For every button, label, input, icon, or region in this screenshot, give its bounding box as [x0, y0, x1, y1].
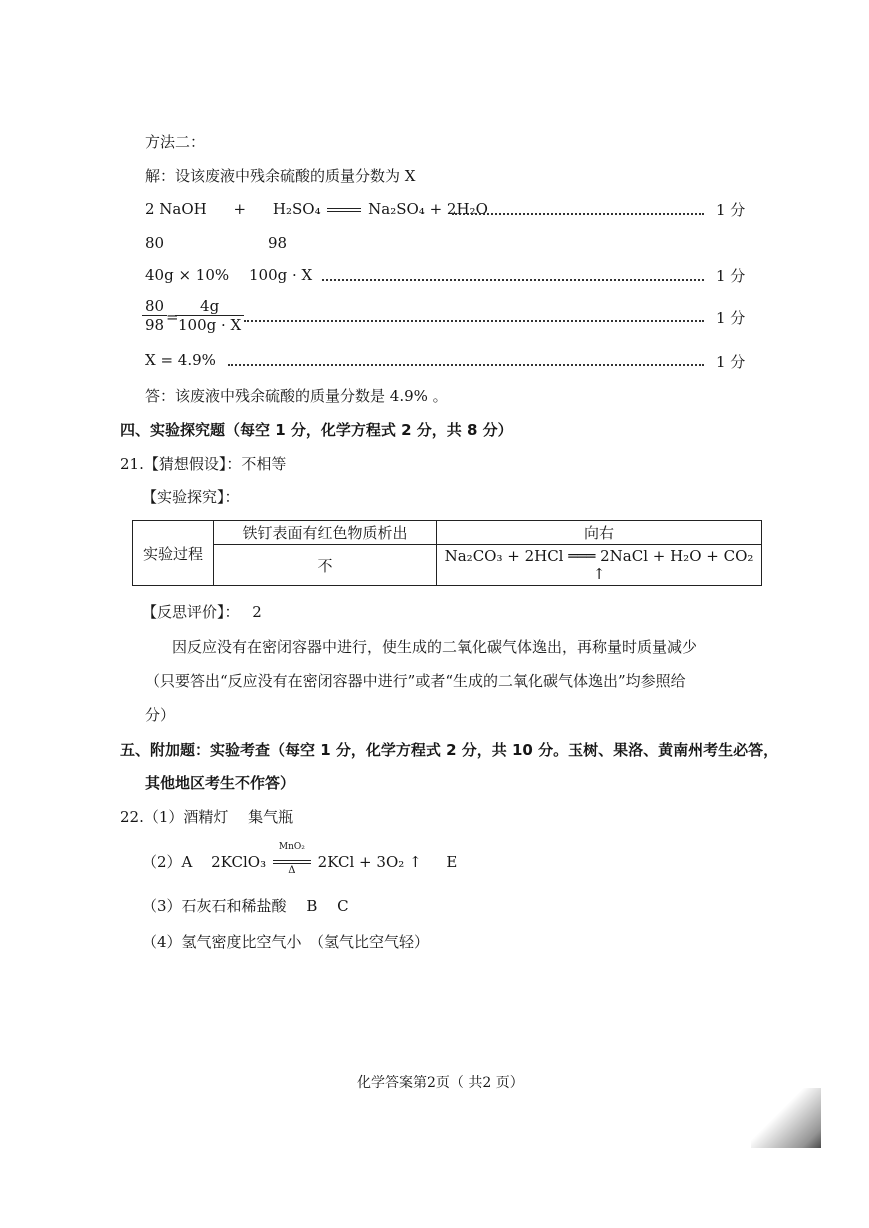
equation-line	[145, 200, 488, 218]
fraction-left-numerator: 80	[142, 298, 167, 316]
q22-part2-prefix: （2）A	[142, 853, 193, 871]
equation-products: Na₂SO₄ + 2H₂O	[368, 200, 488, 218]
page-footer: 化学答案第2页（ 共2 页）	[357, 1075, 524, 1091]
fraction-left-denominator: 98	[145, 316, 165, 335]
reaction-condition	[271, 842, 313, 876]
fraction-right-denominator: 100g · X	[178, 316, 242, 335]
reflect-line	[142, 603, 262, 621]
table-cell: Na₂CO₃ + 2HCl ═══ 2NaCl + H₂O + CO₂ ↑	[437, 545, 762, 586]
section5-heading-cont: 其他地区考生不作答）	[145, 774, 296, 792]
q22-part2-reactant: 2KClO₃	[211, 853, 267, 871]
section5-heading: 五、附加题：实验考查（每空 1 分，化学方程式 2 分，共 10 分。玉树、果洛、黄南州考生必答，	[120, 741, 779, 759]
experiment-table	[132, 520, 762, 586]
q22-part2	[142, 842, 458, 876]
catalyst-label: MnO₂	[278, 842, 305, 852]
reflect-explanation: 因反应没有在密闭容器中进行，使生成的二氧化碳气体逸出，再称量时质量减少	[172, 638, 698, 656]
score-label: 1 分	[716, 353, 746, 371]
table-cell: 不	[214, 545, 437, 586]
molar-mass-h2so4: 98	[268, 234, 288, 252]
quantity-h2so4: 100g · X	[249, 266, 313, 284]
reflect-note-end: 分）	[145, 706, 176, 724]
equals-double-line	[327, 208, 361, 212]
result-x: X = 4.9%	[145, 351, 216, 369]
reflect-value: 2	[252, 603, 262, 621]
heat-symbol: Δ	[288, 865, 296, 876]
section4-heading: 四、实验探究题（每空 1 分，化学方程式 2 分，共 8 分）	[120, 421, 513, 439]
score-label: 1 分	[716, 201, 746, 219]
q22-part2-products: 2KCl + 3O₂ ↑	[317, 853, 422, 871]
leader-dots	[322, 279, 704, 281]
solve-statement: 解：设该废液中残余硫酸的质量分数为 X	[145, 167, 416, 185]
q21-hypothesis: 21.【猜想假设】：不相等	[120, 455, 287, 473]
leader-dots	[228, 364, 704, 366]
reactant-h2so4: H₂SO₄	[272, 200, 321, 218]
fraction-right-numerator: 4g	[175, 298, 244, 316]
quantity-naoh: 40g × 10%	[145, 266, 230, 284]
plus-sign: +	[233, 200, 247, 218]
q22-part4: （4）氢气密度比空气小 （氢气比空气轻）	[142, 933, 430, 951]
molar-mass-naoh: 80	[145, 234, 165, 252]
score-label: 1 分	[716, 309, 746, 327]
score-label: 1 分	[716, 267, 746, 285]
experiment-explore-label: 【实验探究】：	[142, 488, 240, 506]
q22-part3: （3）石灰石和稀盐酸 B C	[142, 897, 349, 915]
table-cell: 向右	[437, 521, 762, 545]
fraction-left	[142, 298, 167, 334]
equals-double-line	[273, 860, 311, 864]
reflect-note: （只要答出“反应没有在密闭容器中进行”或者“生成的二氧化碳气体逸出”均参照给	[145, 672, 686, 690]
q22-part2-suffix: E	[446, 853, 458, 871]
method2-title: 方法二：	[145, 133, 206, 151]
table-row-header: 实验过程	[133, 521, 214, 586]
fraction-equals: =	[166, 308, 179, 326]
leader-dots	[244, 320, 704, 322]
q22-part1: 22.（1）酒精灯 集气瓶	[120, 808, 294, 826]
scan-shadow	[751, 1088, 821, 1148]
reactant-naoh: 2 NaOH	[145, 200, 207, 218]
table-cell: 铁钉表面有红色物质析出	[214, 521, 437, 545]
fraction-right	[175, 298, 244, 334]
reflect-label: 【反思评价】：	[142, 603, 240, 621]
answer-statement: 答：该废液中残余硫酸的质量分数是 4.9% 。	[145, 387, 448, 405]
leader-dots	[452, 213, 704, 215]
